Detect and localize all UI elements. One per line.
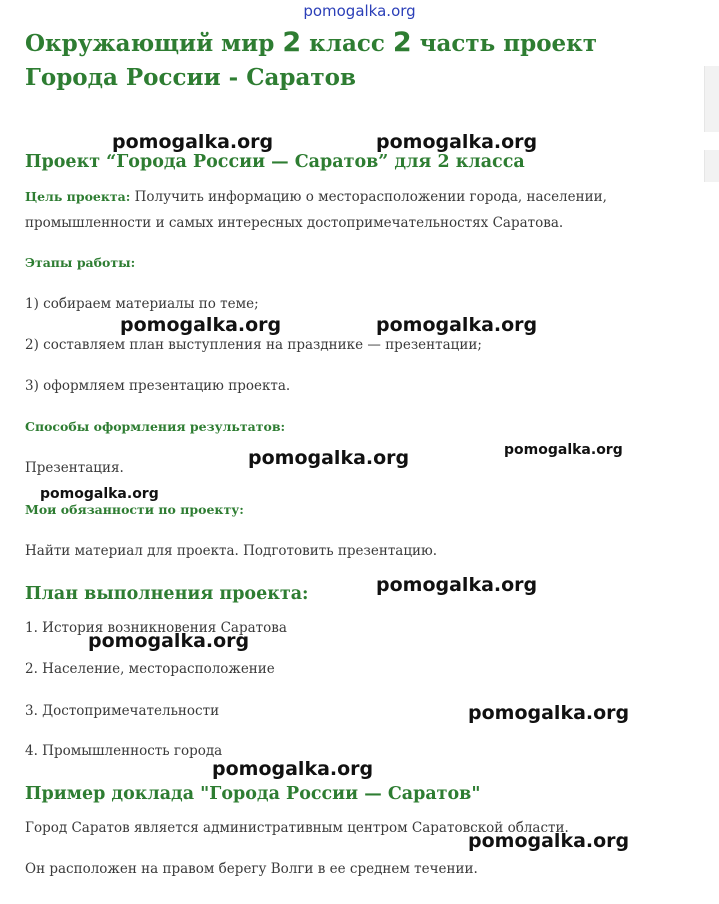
title-number-1: 2 xyxy=(282,27,302,58)
report-heading: Пример доклада "Города России — Саратов" xyxy=(25,784,481,804)
duties-text: Найти материал для проекта. Подготовить презентацию. xyxy=(25,543,438,559)
methods-text: Презентация. xyxy=(25,460,124,476)
watermark: pomogalka.org xyxy=(504,442,623,458)
methods-label: Способы оформления результатов: xyxy=(25,419,286,434)
watermark: pomogalka.org xyxy=(112,131,274,153)
stage-item-1: 1) собираем материалы по теме; xyxy=(25,296,259,312)
title-part-1: Окружающий мир xyxy=(25,30,283,57)
stage-item-3: 3) оформляем презентацию проекта. xyxy=(25,378,291,394)
duties-label: Мои обязанности по проекту: xyxy=(25,502,244,517)
goal-text: Получить информацию о месторасположении города, населении, промышленности и самых интересных достопримечательностях Саратова. xyxy=(25,189,607,231)
watermark: pomogalka.org xyxy=(468,830,630,852)
watermark: pomogalka.org xyxy=(468,702,630,724)
title-number-2: 2 xyxy=(392,27,412,58)
stages-label: Этапы работы: xyxy=(25,255,136,270)
watermark: pomogalka.org xyxy=(120,314,282,336)
page-title xyxy=(25,26,665,95)
goal-paragraph xyxy=(25,184,635,236)
stage-item-2: 2) составляем план выступления на празднике — презентации; xyxy=(25,337,482,353)
side-widget-edge xyxy=(704,150,719,182)
watermark: pomogalka.org xyxy=(376,131,538,153)
report-line-2: Он расположен на правом берегу Волги в ее среднем течении. xyxy=(25,861,478,877)
plan-heading: План выполнения проекта: xyxy=(25,584,309,604)
side-widget-edge xyxy=(704,66,719,132)
plan-item-2: 2. Население, месторасположение xyxy=(25,661,275,677)
watermark: pomogalka.org xyxy=(376,574,538,596)
title-part-3: часть проект Города России - Саратов xyxy=(25,30,598,91)
watermark: pomogalka.org xyxy=(40,486,159,502)
watermark: pomogalka.org xyxy=(248,447,410,469)
plan-item-4: 4. Промышленность города xyxy=(25,743,223,759)
plan-item-3: 3. Достопримечательности xyxy=(25,703,220,719)
watermark: pomogalka.org xyxy=(212,758,374,780)
project-heading: Проект “Города России — Саратов” для 2 класса xyxy=(25,152,525,172)
watermark: pomogalka.org xyxy=(88,630,250,652)
watermark: pomogalka.org xyxy=(376,314,538,336)
goal-label: Цель проекта: xyxy=(25,189,131,204)
title-part-2: класс xyxy=(301,30,393,57)
plan-item-1: 1. История возникновения Саратова xyxy=(25,620,287,636)
site-watermark-top: pomogalka.org xyxy=(303,2,416,20)
report-line-1: Город Саратов является административным центром Саратовской области. xyxy=(25,820,569,836)
